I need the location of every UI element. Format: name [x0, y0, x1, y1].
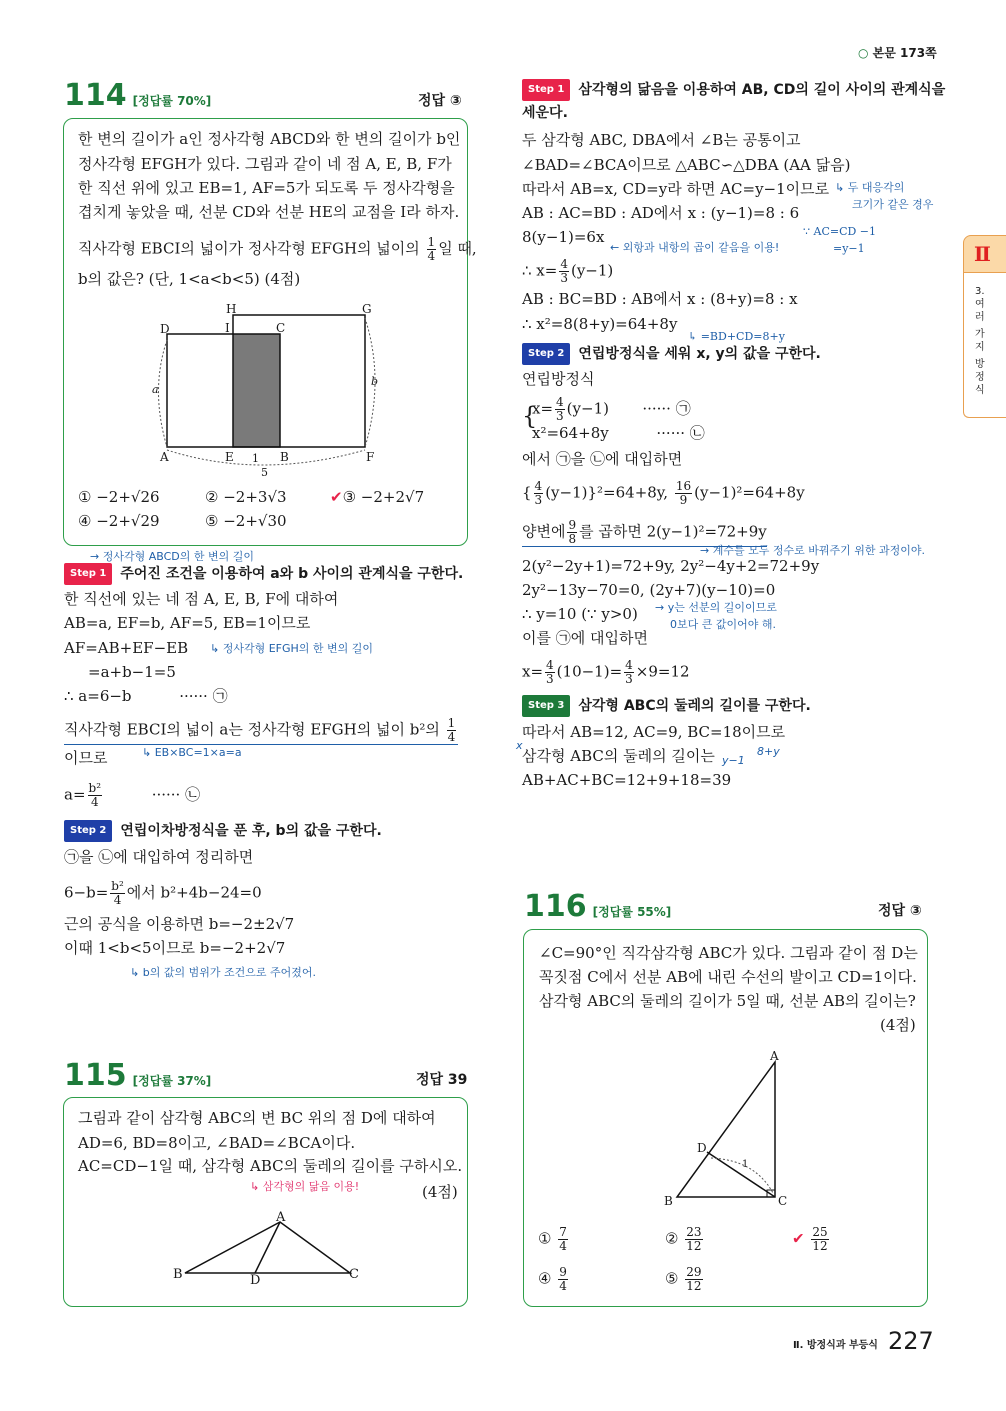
denominator: 4	[90, 795, 99, 809]
annotation: y−1	[722, 754, 745, 767]
denominator: 12	[686, 1239, 702, 1253]
label-c: C	[349, 1267, 359, 1282]
fraction	[555, 396, 565, 423]
fraction	[558, 1226, 568, 1253]
text: ∴ x=	[522, 261, 558, 280]
annotation-text: =BD+CD=8+y	[700, 330, 785, 343]
question-line: 한 변의 길이가 a인 정사각형 ABCD와 한 변의 길이가 b인	[78, 130, 461, 148]
denominator: 4	[113, 893, 122, 907]
solution-line: ∴ y=10 (∵ y>0)	[522, 605, 638, 623]
annotation: =y−1	[833, 242, 865, 255]
step-badge: Step 2	[64, 820, 112, 842]
numerator: 7	[559, 1225, 567, 1239]
annotation: ↳ 두 대응각의	[835, 181, 905, 194]
choice-2[interactable]	[665, 1226, 705, 1253]
problem-number: 115	[64, 1058, 127, 1093]
numerator: 1	[447, 716, 456, 730]
denominator: 3	[560, 271, 568, 285]
step-2-heading	[64, 820, 382, 842]
step-title: 연립이차방정식을 푼 후, b의 값을 구한다.	[120, 823, 382, 839]
question-line: 겹치게 놓았을 때, 선분 CD와 선분 HE의 교점을 I라 하자.	[78, 203, 460, 221]
annotation: 8+y	[757, 745, 780, 758]
text: ×9=12	[635, 662, 690, 681]
denominator: 4	[447, 730, 456, 744]
annotation: ← 외항과 내항의 곱이 같음을 이용!	[610, 241, 780, 254]
numerator: 4	[625, 658, 633, 672]
annotation-text: 정사각형 ABCD의 한 변의 길이	[102, 550, 254, 563]
annotation-text: 삼각형의 닮음 이용!	[262, 1180, 360, 1193]
numerator: 16	[675, 479, 692, 493]
label-a: A	[160, 450, 169, 464]
step-badge: Step 1	[522, 79, 570, 101]
footer-section: Ⅱ. 방정식과 부등식	[793, 1340, 878, 1351]
annotation-text: 외항과 내항의 곱이 같음을 이용!	[622, 241, 780, 254]
tab-char: 지	[975, 342, 985, 353]
text: (y−1)	[570, 261, 614, 280]
choice-3-correct[interactable]	[792, 1226, 831, 1253]
solution-line: 연립방정식	[522, 370, 595, 388]
choice-5[interactable]	[665, 1266, 705, 1293]
annotation-text: 정사각형 EFGH의 한 변의 길이	[222, 642, 374, 655]
denominator: 8	[568, 532, 577, 546]
annotation: → y는 선분의 길이이므로	[655, 601, 777, 614]
rectangle-ebci	[233, 334, 280, 447]
solution-line: 따라서 AB=x, CD=y라 하면 AC=y−1이므로	[522, 180, 830, 198]
annotation: ↳ 정사각형 EFGH의 한 변의 길이	[210, 642, 374, 655]
numerator: 4	[556, 395, 564, 409]
numerator: b²	[88, 781, 102, 795]
correct-rate: [정답률 37%]	[132, 1074, 212, 1088]
chapter-tab[interactable]	[963, 235, 1006, 273]
denominator: 4	[427, 249, 436, 263]
step-1-heading	[64, 563, 463, 585]
choice-1[interactable]	[538, 1226, 570, 1253]
fraction	[88, 782, 103, 809]
fraction	[545, 659, 555, 686]
numerator: 9	[568, 518, 577, 532]
question-line: 그림과 같이 삼각형 ABC의 변 BC 위의 점 D에 대하여	[78, 1109, 436, 1127]
question-line: b의 값은? (단, 1<a<b<5) (4점)	[78, 270, 301, 288]
choice-marker: ⑤	[665, 1269, 679, 1288]
chapter-roman: Ⅱ	[974, 242, 991, 266]
text: x=	[522, 662, 544, 681]
question-line: AD=6, BD=8이고, ∠BAD=∠BCA이다.	[78, 1134, 356, 1152]
step-badge: Step 2	[522, 343, 570, 365]
page-reference	[858, 44, 937, 61]
fraction	[675, 480, 692, 507]
fraction	[624, 659, 634, 686]
solution-line: 이때 1<b<5이므로 b=−2+2√7	[64, 939, 286, 957]
fraction	[447, 717, 457, 744]
step-title: 주어진 조건을 이용하여 a와 b 사이의 관계식을 구한다.	[120, 566, 464, 582]
denominator: 3	[556, 409, 564, 423]
annotation: → 정사각형 ABCD의 한 변의 길이	[90, 550, 254, 563]
chapter-title-vertical	[975, 285, 985, 397]
tab-char: 러	[975, 312, 985, 323]
fraction	[534, 480, 544, 507]
annotation: 크기가 같은 경우	[852, 198, 934, 211]
label-g: G	[362, 302, 372, 316]
solution-line	[64, 717, 458, 745]
solution-line: AB : BC=BD : AB에서 x : (8+y)=8 : x	[522, 290, 798, 308]
question-line	[78, 236, 477, 263]
choice-marker: ②	[665, 1229, 679, 1248]
label-b-length: b	[371, 375, 379, 388]
solution-line: 이를 ㉠에 대입하면	[522, 629, 648, 647]
step-3-heading	[522, 695, 811, 717]
choice-1[interactable]: ① −2+√26	[78, 488, 160, 506]
text: 직사각형 EBCI의 넓이가 정사각형 EFGH의 넓이의	[78, 239, 420, 258]
numerator: 25	[812, 1225, 828, 1239]
solution-line	[522, 519, 767, 547]
annotation: ↳ EB×BC=1×a=a	[142, 746, 242, 759]
solution-line: 삼각형 ABC의 둘레의 길이는	[522, 747, 715, 765]
choice-marker: ①	[538, 1229, 552, 1248]
label-e: E	[225, 450, 234, 464]
annotation-text: 두 대응각의	[847, 181, 905, 194]
denominator: 12	[812, 1239, 828, 1253]
circle-icon: ○	[858, 46, 869, 60]
step-title-cont: 세운다.	[522, 105, 568, 121]
annotation-text: EB×BC=1×a=a	[154, 746, 242, 759]
solution-line: =a+b−1=5	[88, 663, 176, 681]
solution-line: ∠BAD=∠BCA이므로 △ABC∽△DBA (AA 닮음)	[522, 156, 851, 174]
fraction	[559, 258, 569, 285]
label-cd-length: 1	[742, 1159, 749, 1170]
annotation: ↳ =BD+CD=8+y	[688, 330, 785, 343]
solution-line: ∴ x²=8(8+y)=64+8y	[522, 315, 678, 333]
solution-line: AF=AB+EF−EB	[64, 639, 189, 657]
annotation: ↳ 삼각형의 닮음 이용!	[250, 1180, 360, 1193]
choice-4[interactable]	[538, 1266, 570, 1293]
denominator: 3	[625, 672, 633, 686]
choice-text: ③ −2+2√7	[342, 488, 425, 506]
numerator: 23	[686, 1225, 702, 1239]
points: (4점)	[880, 1016, 916, 1034]
denominator: 3	[546, 672, 554, 686]
problem-114-header	[64, 78, 211, 113]
correct-rate: [정답률 55%]	[592, 905, 672, 919]
fraction	[110, 880, 125, 907]
text: ······ ㉡	[104, 785, 201, 804]
choice-5[interactable]: ⑤ −2+√30	[205, 512, 287, 530]
step-title: 연립방정식을 세워 x, y의 값을 구한다.	[578, 346, 821, 362]
label-c: C	[778, 1194, 788, 1208]
step-title: 삼각형의 닮음을 이용하여 AB, CD의 길이 사이의 관계식을	[578, 82, 946, 98]
tab-char: 방	[975, 359, 985, 370]
label-b: B	[664, 1194, 673, 1208]
label-c: C	[276, 321, 286, 335]
label-i: I	[225, 321, 230, 335]
solution-line	[64, 782, 200, 809]
problem-115-box	[63, 1097, 468, 1307]
fraction	[811, 1226, 828, 1253]
right-triangle-figure-116	[0, 0, 1, 1]
question-line: 정사각형 EFGH가 있다. 그림과 같이 네 점 A, E, B, F가	[78, 155, 452, 173]
annotation: → 계수를 모두 정수로 바꿔주기 위한 과정이야.	[700, 544, 925, 557]
solution-line: 한 직선에 있는 네 점 A, E, B, F에 대하여	[64, 590, 339, 608]
numerator: b²	[111, 879, 124, 893]
label-eb-length: 1	[252, 452, 259, 465]
check-icon: ✔	[330, 488, 343, 506]
text: (y−1)²=64+8y	[694, 483, 805, 502]
label-h: H	[226, 302, 237, 316]
reference-text: 본문 173쪽	[872, 46, 937, 60]
text: 직사각형 EBCI의 넓이 a는 정사각형 EFGH의 넓이 b²의	[64, 720, 440, 739]
label-b: B	[280, 450, 289, 464]
question-line: 한 직선 위에 있고 EB=1, AF=5가 되도록 두 정사각형을	[78, 179, 455, 197]
question-line: 꼭짓점 C에서 선분 AB에 내린 수선의 발이고 CD=1이다.	[539, 968, 917, 986]
solution-line: 8(y−1)=6x	[522, 228, 605, 246]
text: {	[522, 483, 532, 502]
problem-116-header	[524, 889, 671, 924]
solution-line: AB+AC+BC=12+9+18=39	[522, 771, 732, 789]
fraction	[427, 236, 437, 263]
text: (y−1) ······ ㉠	[566, 399, 691, 418]
numerator: 4	[560, 257, 568, 271]
fraction	[558, 1266, 568, 1293]
tab-char: 식	[975, 385, 985, 396]
annotation: ↳ b의 값의 범위가 조건으로 주어졌어.	[130, 966, 316, 979]
answer-label: 정답 ③	[418, 93, 462, 109]
text: 양변에	[522, 522, 566, 541]
tab-char: 정	[975, 372, 985, 383]
numerator: 1	[427, 235, 436, 249]
denominator: 4	[559, 1239, 567, 1253]
step-1-heading	[522, 79, 945, 101]
denominator: 12	[686, 1279, 702, 1293]
tab-char: 3.	[975, 286, 985, 297]
solution-line: 두 삼각형 ABC, DBA에서 ∠B는 공통이고	[522, 131, 801, 149]
fraction	[567, 519, 577, 546]
points: (4점)	[422, 1183, 458, 1201]
fraction	[685, 1266, 702, 1293]
choice-marker: ④	[538, 1269, 552, 1288]
choice-4[interactable]: ④ −2+√29	[78, 512, 160, 530]
check-icon: ✔	[792, 1229, 805, 1248]
tab-char: 여	[975, 299, 985, 310]
text: (y−1)}²=64+8y,	[545, 483, 669, 502]
annotation: x	[516, 739, 523, 752]
solution-line	[522, 258, 613, 285]
label-b: B	[173, 1267, 183, 1282]
numerator: 9	[559, 1265, 567, 1279]
label-a: A	[770, 1049, 779, 1063]
page-number: 227	[888, 1327, 934, 1355]
label-f: F	[366, 450, 375, 464]
step-title: 삼각형 ABC의 둘레의 길이를 구한다.	[578, 698, 811, 714]
text: 일 때,	[438, 239, 477, 258]
solution-line: 따라서 AB=12, AC=9, BC=18이므로	[522, 723, 786, 741]
solution-line: 에서 ㉠을 ㉡에 대입하면	[522, 450, 683, 468]
step-2-heading	[522, 343, 821, 365]
annotation-text: b의 값의 범위가 조건으로 주어졌어.	[142, 966, 316, 979]
denominator: 9	[679, 493, 688, 507]
question-line: AC=CD−1일 때, 삼각형 ABC의 둘레의 길이를 구하시오.	[78, 1157, 463, 1175]
text: x=	[532, 399, 554, 418]
annotation: 0보다 큰 값이어야 해.	[670, 618, 776, 631]
chapter-tab-body	[963, 271, 1006, 418]
label-a: A	[276, 1210, 286, 1225]
problem-number: 114	[64, 78, 127, 113]
solution-line: 이므로	[64, 749, 108, 767]
numerator: 4	[546, 658, 554, 672]
text: 6−b=	[64, 883, 109, 902]
fraction	[685, 1226, 702, 1253]
brace: {	[522, 402, 538, 430]
problem-number: 116	[524, 889, 587, 924]
text: 에서 b²+4b−24=0	[126, 883, 262, 902]
answer-label: 정답 39	[416, 1072, 468, 1088]
text: a=	[64, 785, 86, 804]
numerator: 29	[686, 1265, 702, 1279]
label-d: D	[250, 1273, 261, 1288]
question-line: ∠C=90°인 직각삼각형 ABC가 있다. 그림과 같이 점 D는	[539, 944, 918, 962]
text: 를 곱하면 2(y−1)²=72+9y	[579, 522, 767, 541]
solution-line: AB=a, EF=b, AF=5, EB=1이므로	[64, 614, 311, 632]
problem-115-header	[64, 1058, 211, 1093]
step-badge: Step 1	[64, 563, 112, 585]
answer-label: 정답 ③	[878, 903, 922, 919]
solution-line	[522, 480, 805, 507]
annotation-text: 계수를 모두 정수로 바꿔주기 위한 과정이야.	[712, 544, 925, 557]
choice-2[interactable]: ② −2+3√3	[205, 488, 287, 506]
label-d: D	[160, 322, 170, 336]
annotation-text: y는 선분의 길이이므로	[667, 601, 777, 614]
solution-line: ∴ a=6−b ······ ㉠	[64, 687, 228, 705]
step-badge: Step 3	[522, 695, 570, 717]
solution-line: AB : AC=BD : AD에서 x : (y−1)=8 : 6	[522, 204, 800, 222]
denominator: 3	[534, 493, 543, 507]
label-a-length: a	[152, 383, 159, 396]
text: (10−1)=	[556, 662, 623, 681]
solution-line: 2y²−13y−70=0, (2y+7)(y−10)=0	[522, 581, 776, 599]
system-equation-2: x²=64+8y ······ ㉡	[532, 424, 705, 442]
tab-char: 가	[975, 329, 985, 340]
solution-line: 근의 공식을 이용하면 b=−2±2√7	[64, 915, 295, 933]
solution-line: 2(y²−2y+1)=72+9y, 2y²−4y+2=72+9y	[522, 557, 820, 575]
system-equation-1	[532, 396, 691, 423]
label-d: D	[697, 1141, 707, 1155]
annotation: ∵ AC=CD −1	[803, 225, 877, 238]
solution-line	[64, 880, 262, 907]
correct-rate: [정답률 70%]	[132, 94, 212, 108]
denominator: 4	[559, 1279, 567, 1293]
numerator: 4	[534, 479, 543, 493]
choice-3-correct[interactable]	[330, 487, 424, 507]
solution-line: ㉠을 ㉡에 대입하여 정리하면	[64, 848, 254, 866]
solution-line	[522, 659, 690, 686]
label-af-length: 5	[261, 466, 268, 479]
question-line: 삼각형 ABC의 둘레의 길이가 5일 때, 선분 AB의 길이는?	[539, 992, 916, 1010]
